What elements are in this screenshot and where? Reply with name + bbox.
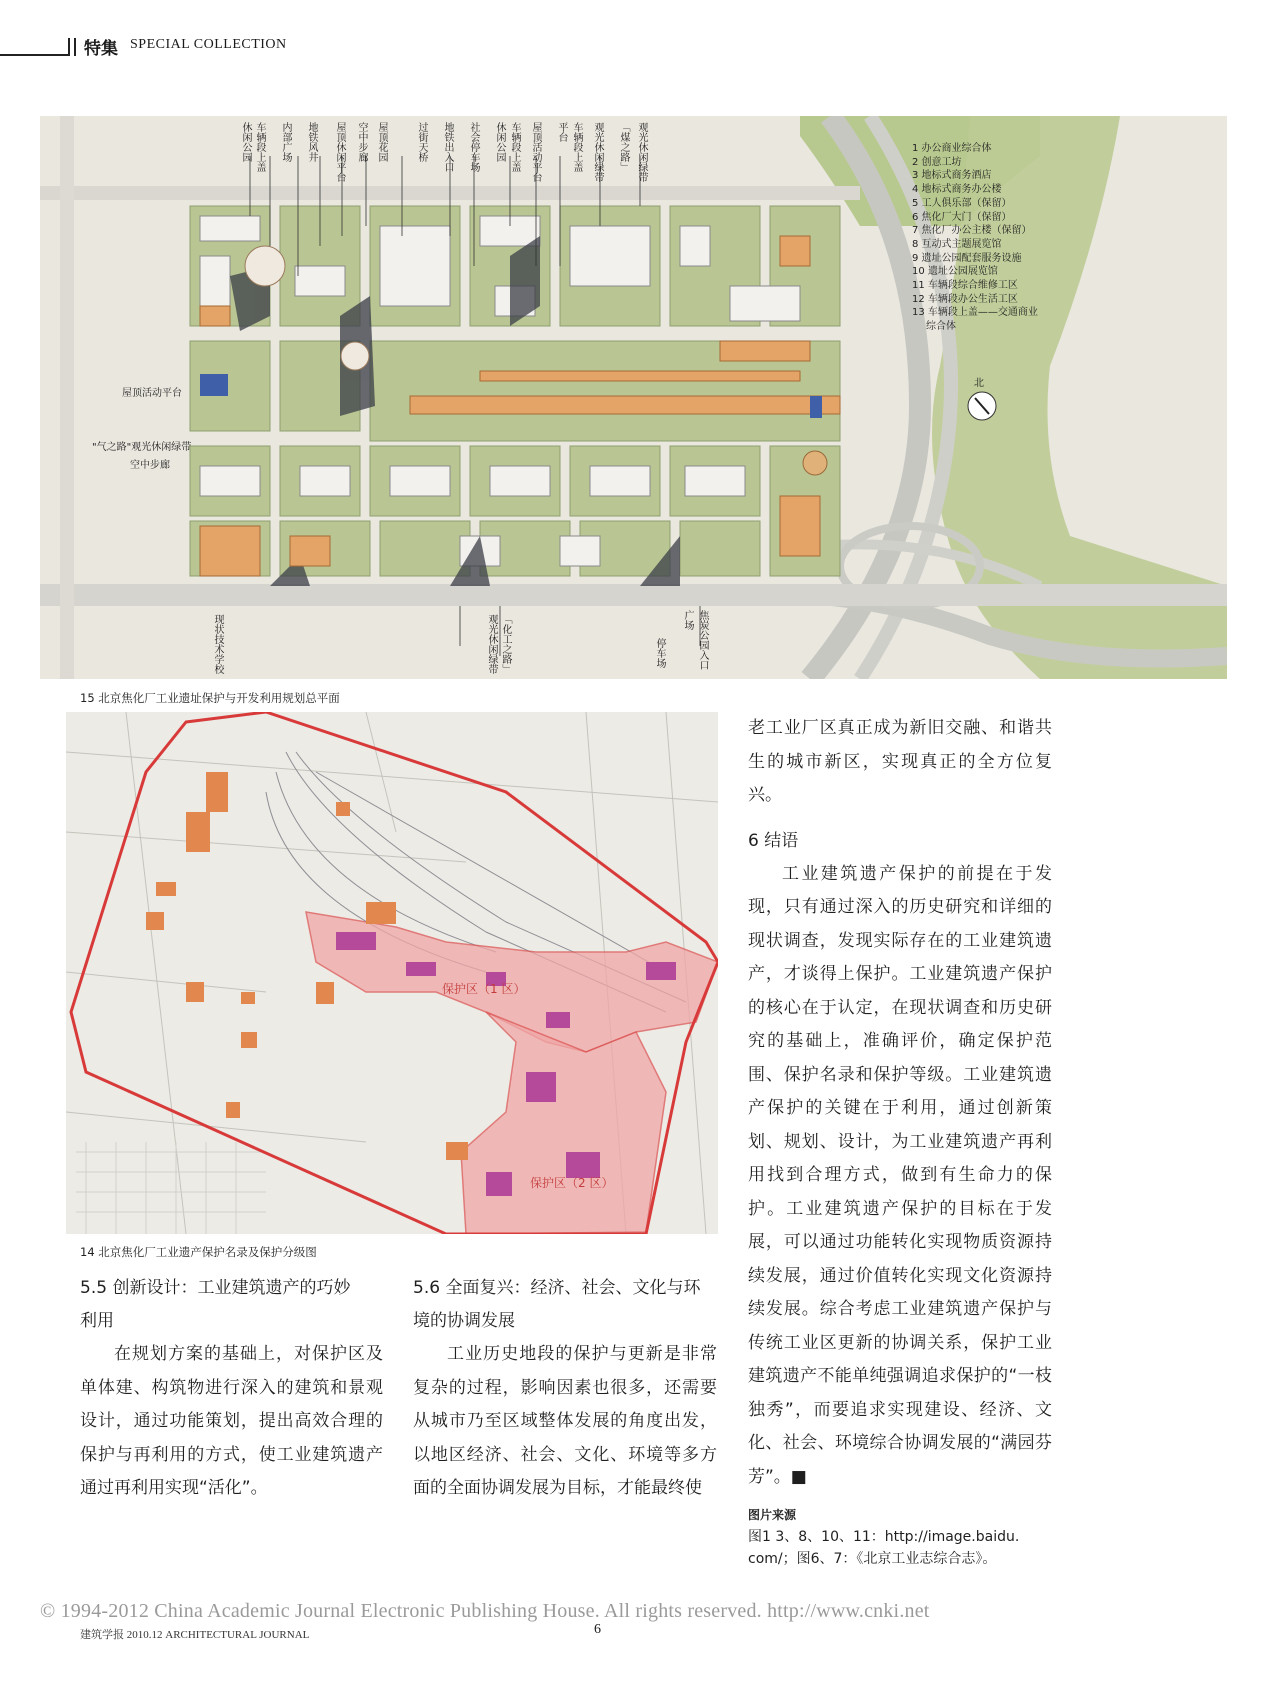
legend-item: 2 创意工坊	[912, 156, 962, 168]
plan-label: 车辆段上盖	[254, 122, 265, 172]
plan-label: 屋顶休闲平台	[334, 122, 345, 182]
column-1	[80, 1272, 383, 1506]
legend-item: 11 车辆段综合维修工区	[912, 280, 1018, 292]
image-sources-line: 图1 3、8、10、11：http://image.baidu.	[748, 1529, 1020, 1545]
running-header	[0, 30, 1270, 60]
plan-label: 社会停车场	[468, 122, 479, 172]
figure-14-caption: 14 北京焦化厂工业遗产保护名录及保护分级图	[80, 1245, 317, 1259]
legend-item: 3 地标式商务酒店	[912, 170, 992, 182]
legend-item: 9 遗址公园配套服务设施	[912, 252, 1022, 264]
legend-item: 6 焦化厂大门（保留）	[912, 211, 1012, 223]
legend-item: 1 办公商业综合体	[912, 143, 992, 154]
paragraph: 工业建筑遗产保护的前提在于发现，只有通过深入的历史研究和详细的现状调查，发现实际存在的工业建筑遗产，才谈得上保护。工业建筑遗产保护的核心在于认定，在现状调查和历史研究的基础上，准确评价，确定保护范围、保护名录和保护等级。工业建筑遗产保护的关键在于利用，通过创新策划、规划、设计，为工业建筑遗产再利用找到合理方式，做到有生命力的保护。工业建筑遗产保护的目标在于发展，可以通过功能转化实现物质资源持续发展，通过价值转化实现文化资源持续发展。综合考虑工业建筑遗产保护与传统工业区更新的协调关系，保护工业建筑遗产不能单纯强调追求保护的“一枝独秀”，而要追求实现建设、经济、文化、社会、环境综合协调发展的“满园芬芳”。■	[748, 863, 1052, 1487]
plan-bottom-label: 观光休闲绿带	[486, 614, 497, 674]
legend-item: 10 遗址公园展览馆	[912, 266, 998, 278]
legend-item: 7 焦化厂办公主楼（保留）	[912, 225, 1032, 237]
plan-label: 地铁出入口	[442, 122, 453, 172]
plan-label: 地铁风井	[306, 122, 317, 162]
section-subtitle: SPECIAL COLLECTION	[130, 37, 287, 52]
plan-label: 屋顶花园	[376, 122, 387, 162]
plan-label: 屋顶活动平台	[530, 122, 541, 182]
protection-map-image	[66, 712, 718, 1234]
plan-label: 车辆段上盖平台	[556, 122, 582, 172]
figure-14-protection-map	[66, 712, 718, 1234]
plan-label: 车辆段上盖休闲公园	[494, 122, 520, 172]
plan-bottom-label: 焦炭公园入口广场	[682, 610, 708, 670]
section-5-5-heading	[80, 1272, 383, 1338]
image-sources-line: com/；图6、7：《北京工业志综合志》。	[748, 1551, 997, 1567]
plan-legend	[912, 142, 1038, 334]
plan-left-label: 空中步廊	[130, 460, 170, 471]
plan-left-label: 屋顶活动平台	[122, 388, 182, 399]
section-6-heading: 6 结语	[748, 830, 799, 851]
plan-bottom-label: 现状技术学校	[212, 614, 223, 674]
legend-item: 8 互动式主题展览馆	[912, 238, 1002, 250]
heading-line: 5.5 创新设计：工业建筑遗产的巧妙	[80, 1278, 351, 1298]
paragraph-continued: 老工业厂区真正成为新旧交融、和谐共生的城市新区，实现真正的全方位复兴。	[748, 718, 1052, 805]
plan-label: 休闲公园	[240, 122, 251, 162]
plan-top-labels	[238, 122, 658, 182]
paragraph: 在规划方案的基础上，对保护区及单体建、构筑物进行深入的建筑和景观设计，通过功能策划，提出高效合理的保护与再利用的方式，使工业建筑遗产通过再利用实现“活化”。	[80, 1344, 383, 1498]
paragraph: 工业历史地段的保护与更新是非常复杂的过程，影响因素也很多，还需要从城市乃至区域整体发展的角度出发，以地区经济、社会、文化、环境等多方面的全面协调发展为目标，才能最终使	[413, 1344, 717, 1498]
plan-label: 观光休闲绿带	[592, 122, 603, 182]
journal-name: 建筑学报 2010.12 ARCHITECTURAL JOURNAL	[80, 1629, 310, 1641]
plan-left-label: "气之路"观光休闲绿带	[92, 442, 192, 453]
section-title: 特集	[84, 39, 118, 59]
plan-bottom-label: 停车场	[654, 638, 665, 668]
column-2	[413, 1272, 717, 1506]
master-plan-image	[40, 116, 1227, 679]
plan-label: 观光休闲绿带	[636, 122, 647, 182]
legend-item: 13 车辆段上盖——交通商业	[912, 307, 1038, 319]
legend-item: 5 工人俱乐部（保留）	[912, 197, 1012, 209]
plan-bottom-label: 「化工之路」	[500, 614, 511, 674]
legend-item: 12 车辆段办公生活工区	[912, 293, 1018, 305]
page-number: 6	[594, 1622, 601, 1637]
copyright-footer: © 1994-2012 China Academic Journal Electronic Publishing House. All rights reserved. http://www.cnki.net	[40, 1600, 930, 1622]
header-bars	[68, 38, 76, 56]
heading-line: 5.6 全面复兴：经济、社会、文化与环	[413, 1278, 701, 1298]
column-3	[748, 712, 1052, 1570]
heading-line: 利用	[80, 1311, 114, 1331]
zone-label-2: 保护区（2 区）	[530, 1176, 614, 1190]
legend-item: 4 地标式商务办公楼	[912, 184, 1002, 196]
plan-label: 「煤之路」	[618, 122, 629, 172]
header-rule	[0, 54, 70, 56]
plan-label: 过街天桥	[416, 122, 427, 162]
legend-item: 综合体	[926, 321, 956, 333]
image-sources-title: 图片来源	[748, 1508, 797, 1522]
figure-15-caption: 15 北京焦化厂工业遗址保护与开发利用规划总平面	[80, 691, 340, 705]
figure-15-master-plan	[40, 116, 1227, 679]
plan-label: 内部广场	[280, 122, 291, 162]
plan-label: 空中步廊	[356, 122, 367, 162]
heading-line: 境的协调发展	[413, 1311, 515, 1331]
north-label: 北	[974, 378, 984, 389]
zone-label-1: 保护区（1 区）	[442, 982, 526, 996]
section-5-6-heading	[413, 1272, 717, 1338]
